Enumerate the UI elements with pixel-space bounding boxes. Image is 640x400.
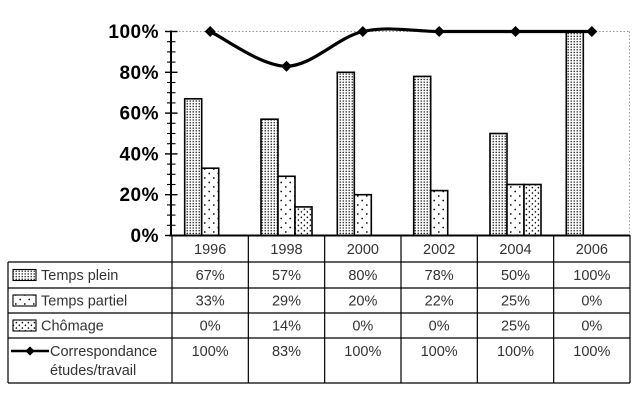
table-cell-temps-plein-2004: 50% bbox=[500, 268, 531, 284]
table-cell-temps-partiel-1998: 29% bbox=[271, 293, 302, 310]
category-label: 2002 bbox=[423, 242, 456, 258]
table-cell-ch-mage-1998: 14% bbox=[271, 318, 302, 335]
bar-temps-partiel-1998 bbox=[278, 176, 295, 235]
y-axis-label: 60% bbox=[119, 103, 159, 125]
legend-label: études/travail bbox=[50, 363, 137, 379]
bar-temps-plein-1996 bbox=[185, 99, 202, 236]
bar-ch-mage-2004 bbox=[524, 185, 541, 236]
table-cell-correspondance-tudes-travail-2002: 100% bbox=[420, 344, 458, 360]
table-cell-ch-mage-2006: 0% bbox=[581, 318, 603, 335]
table-cell-correspondance-tudes-travail-1996: 100% bbox=[191, 344, 229, 360]
bar-temps-partiel-2000 bbox=[354, 195, 371, 236]
bar-temps-plein-2004 bbox=[490, 134, 507, 236]
table-cell-ch-mage-2000: 0% bbox=[352, 318, 374, 335]
table-cell-temps-plein-2002: 78% bbox=[424, 268, 454, 284]
table-cell-correspondance-tudes-travail-2004: 100% bbox=[496, 344, 535, 360]
category-label: 1998 bbox=[270, 242, 303, 258]
bar-temps-plein-2006 bbox=[566, 32, 583, 236]
y-axis-label: 40% bbox=[119, 144, 159, 166]
table-cell-temps-partiel-2002: 22% bbox=[424, 293, 454, 310]
category-label: 2004 bbox=[499, 242, 532, 258]
legend-label: Temps partiel bbox=[41, 293, 128, 310]
bar-ch-mage-1998 bbox=[295, 207, 312, 236]
table-cell-ch-mage-1996: 0% bbox=[199, 318, 221, 335]
legend-swatch-ch-mage bbox=[13, 320, 36, 331]
bar-temps-partiel-1996 bbox=[202, 168, 219, 235]
y-axis-label: 80% bbox=[119, 62, 159, 84]
table-cell-temps-plein-2000: 80% bbox=[348, 268, 378, 284]
table-cell-temps-plein-1998: 57% bbox=[271, 268, 302, 284]
legend-label: Temps plein bbox=[41, 268, 119, 284]
y-axis-label: 0% bbox=[130, 226, 159, 247]
bar-temps-partiel-2004 bbox=[507, 185, 524, 236]
table-cell-temps-partiel-2004: 25% bbox=[500, 293, 531, 310]
table-cell-ch-mage-2004: 25% bbox=[500, 318, 531, 335]
table-cell-temps-plein-2006: 100% bbox=[573, 268, 611, 284]
table-cell-temps-partiel-2000: 20% bbox=[348, 293, 378, 310]
table-cell-temps-plein-1996: 67% bbox=[195, 268, 225, 284]
table-cell-correspondance-tudes-travail-1998: 83% bbox=[271, 344, 302, 360]
bar-temps-plein-1998 bbox=[261, 119, 278, 235]
category-label: 2006 bbox=[575, 242, 608, 258]
legend-swatch-temps-partiel bbox=[13, 295, 36, 306]
bar-temps-plein-2002 bbox=[414, 76, 431, 235]
category-label: 2000 bbox=[346, 242, 379, 258]
legend-swatch-temps-plein bbox=[13, 270, 36, 281]
legend-label: Chômage bbox=[41, 318, 104, 335]
table-cell-correspondance-tudes-travail-2000: 100% bbox=[344, 344, 382, 360]
y-axis-label: 20% bbox=[119, 185, 159, 207]
category-label: 1996 bbox=[194, 242, 227, 258]
bar-temps-partiel-2002 bbox=[431, 191, 448, 236]
bar-temps-plein-2000 bbox=[337, 72, 354, 235]
table-cell-correspondance-tudes-travail-2006: 100% bbox=[573, 344, 611, 360]
table-cell-temps-partiel-1996: 33% bbox=[195, 293, 225, 310]
table-cell-ch-mage-2002: 0% bbox=[428, 318, 450, 335]
legend-label: Correspondance bbox=[50, 344, 158, 360]
table-cell-temps-partiel-2006: 0% bbox=[581, 293, 603, 310]
y-axis-label: 100% bbox=[108, 22, 159, 43]
